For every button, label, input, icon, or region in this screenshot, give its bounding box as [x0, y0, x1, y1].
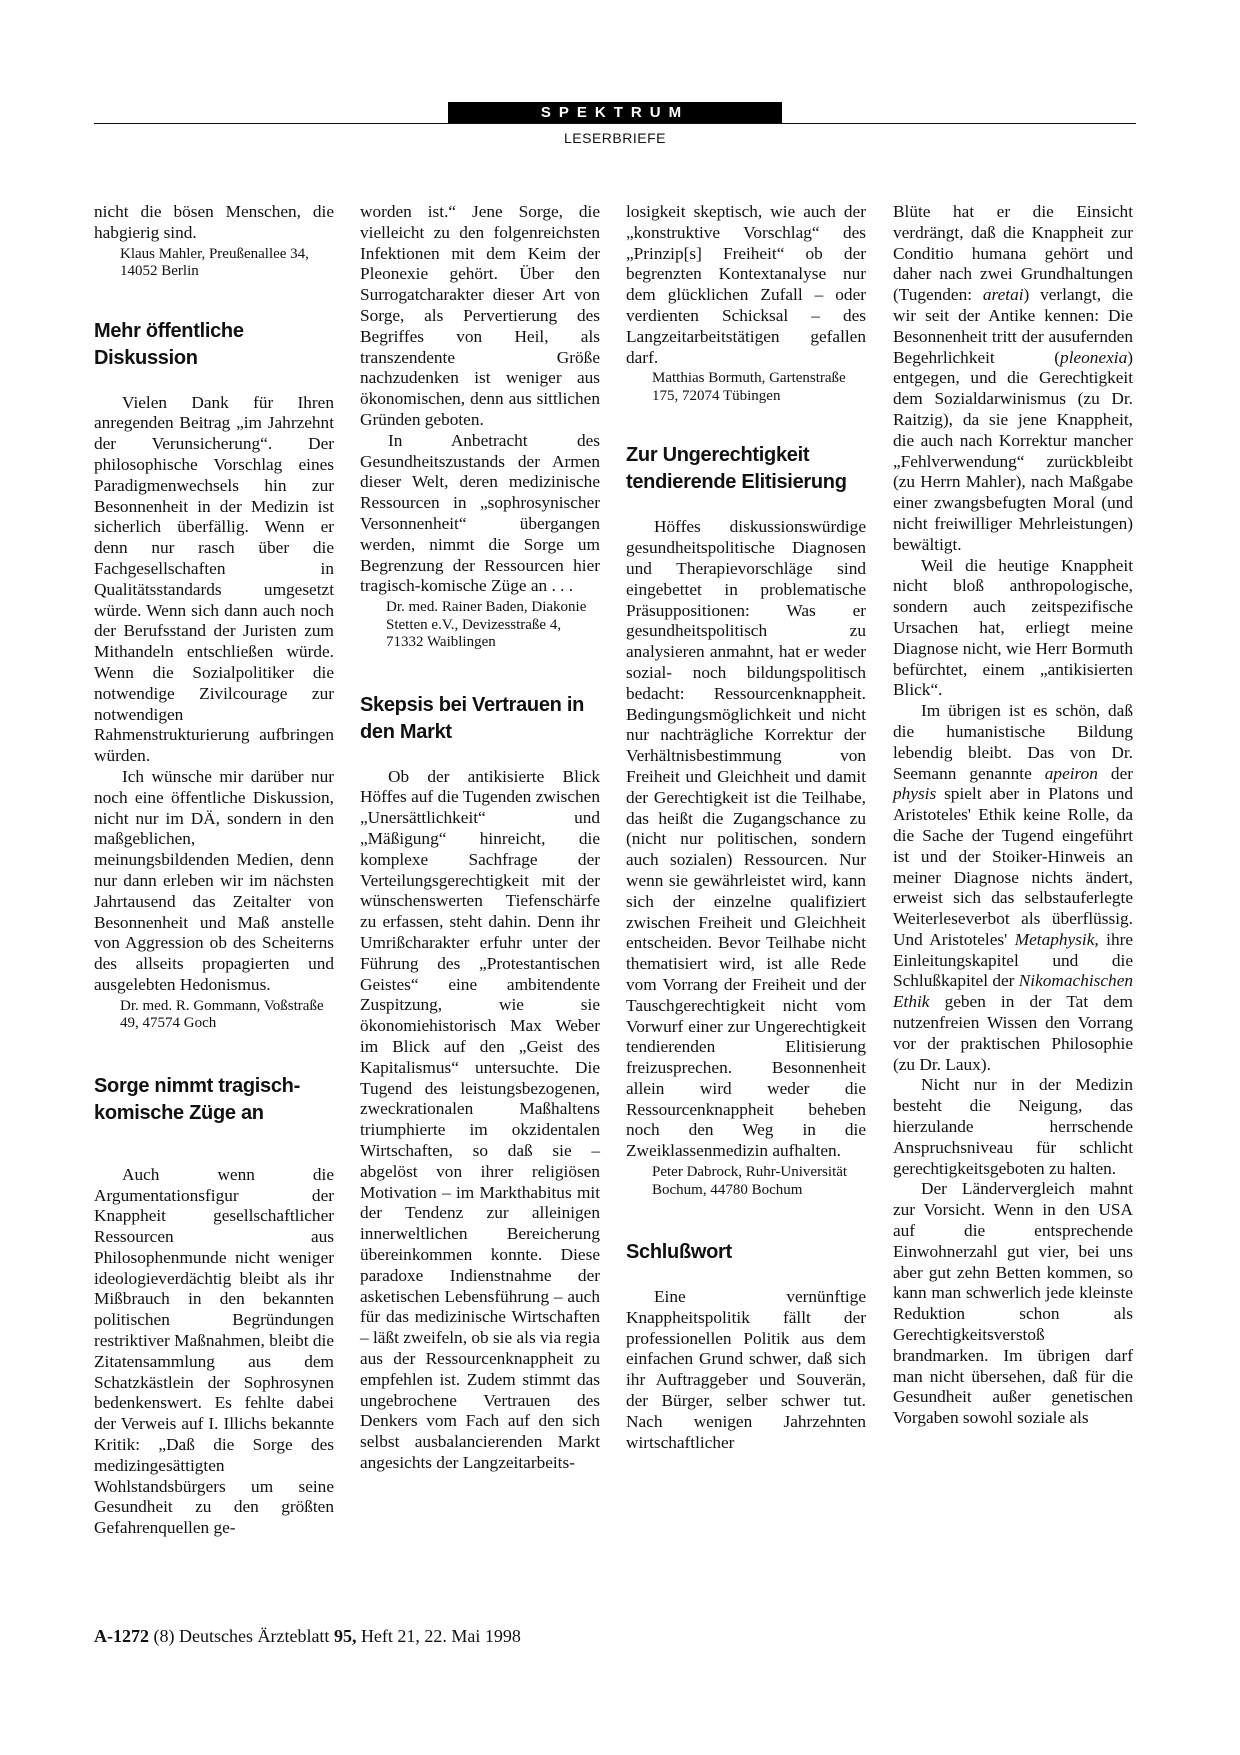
paragraph: Nicht nur in der Medizin besteht die Neigung, das hierzulande herrschende Anspruchsniveau für schlicht gerechtigkeitsgeboten zu halten. [893, 1075, 1133, 1178]
footer-volume: 95, [333, 1626, 357, 1646]
paragraph: Eine vernünftige Knappheitspolitik fällt der professionellen Politik aus dem einfachen Grund schwer, daß sich ihr Auftraggeber und Souverän, der Bürger, selber schwer tut. Nach wenigen Jahrzehnten wirtschaftlicher [626, 1287, 866, 1452]
letter-heading: Mehr öffentliche Diskussion [94, 319, 244, 369]
letter-signature: Dr. med. Rainer Baden, Diakonie Stetten e.V., Devizesstraße 4, 71332 Waiblingen [386, 599, 587, 651]
paragraph [893, 701, 1133, 1075]
column-1 [94, 202, 334, 1539]
paragraph: Weil die heutige Knappheit nicht bloß anthropologische, sondern auch zeitspezifische Ursachen hat, erliegt meine Diagnose nicht, wie Herr Bormuth befürchtet, einem „antikisierten Blick“. [893, 555, 1133, 700]
section-banner: SPEKTRUM [448, 102, 782, 123]
letter-heading: Skepsis bei Vertrauen in den Markt [360, 693, 585, 743]
paragraph: losigkeit skeptisch, wie auch der „konstruktive Vorschlag“ des „Prinzip[s] Freiheit“ ob der begrenzten Kontextanalyse nur dem glücklichen Zufall – oder verdienten Schicksal – des Langzeitarbeitstätigen gefallen darf. [626, 202, 866, 367]
paragraph: Ich wünsche mir darüber nur noch eine öffentliche Diskussion, nicht nur im DÄ, sondern in den maßgeblichen, meinungsbildenden Medien, denn nur dann erleben wir im nächsten Jahrtausend das Zeitalter von Besonnenheit und Maß anstelle von Aggression ob des Scheiterns des allseits propagierten und ausgelebten Hedonismus. [94, 766, 334, 994]
italic-term: physis [893, 784, 937, 804]
column-4 [893, 202, 1133, 1429]
column-3 [626, 202, 866, 1453]
letter-signature: Dr. med. R. Gommann, Voßstraße 49, 47574 Goch [120, 997, 324, 1032]
footer-issue: Heft 21, 22. Mai 1998 [356, 1626, 521, 1646]
text-run: ) entgegen, und die Gerechtigkeit dem Sozialdarwinismus (zu Dr. Raitzig), da sie jene Knappheit, die auch nach Korrektur mancher „Fehlverwendung“ zurückbleibt (zu Herrn Mahler), nach Maßgabe einer zwangsbefugten Moral (und nicht freiwilliger Mehrleistungen) bewältigt. [893, 347, 1133, 554]
paragraph: Auch wenn die Argumentationsfigur der Knappheit gesellschaftlicher Ressourcen aus Philosophenmunde nicht weniger ideologieverdächtig bleibt als ihr Mißbrauch in den bekannten politischen Begründungen restriktiver Maßnahmen, bleibt die Zitatensammlung aus dem Schatzkästlein der Sophrosynen bedenkenswert. Es fehlte dabei der Verweis auf I. Illichs bekannte Kritik: „Daß die Sorge des medizingesättigten Wohlstandsbürgers um seine Gesundheit zu den größten Gefahrenquellen ge- [94, 1164, 334, 1538]
header-rule [94, 123, 1136, 124]
text-run: geben in der Tat dem nutzenfreien Wissen den Vorrang vor der praktischen Philosophie (zu Dr. Laux). [893, 992, 1133, 1074]
text-run: ihre Einleitungskapitel und die Schlußkapitel der [893, 929, 1134, 991]
letter-signature: Matthias Bormuth, Gartenstraße 175, 72074 Tübingen [652, 370, 846, 404]
letter-signature: Peter Dabrock, Ruhr-Universität Bochum, 44780 Bochum [652, 1164, 848, 1198]
text-run: der [1097, 763, 1133, 783]
paragraph [893, 202, 1133, 556]
page-footer [94, 1626, 521, 1647]
italic-term: aretai [982, 285, 1024, 305]
italic-term: Nikomachischen Ethik [893, 971, 1133, 1012]
letter-heading: Sorge nimmt tragisch-komische Züge an [94, 1074, 300, 1124]
letter-signature: Klaus Mahler, Preußenallee 34, 14052 Berlin [120, 245, 309, 280]
paragraph: In Anbetracht des Gesundheitszustands der Armen dieser Welt, deren medizinische Ressourcen in „sophrosynischer Versonnenheit“ übergangen werden, nimmt die Sorge um Begrenzung der Ressourcen hier tragisch-komische Züge an . . . [360, 430, 600, 596]
text-run: Im übrigen ist es schön, daß die humanistische Bildung lebendig bleibt. Das von Dr. Seemann genannte [893, 701, 1133, 783]
text-run: ) verlangt, die wir seit der Antike kennen: Die Besonnenheit tritt der ausufernden Begehrlichkeit ( [893, 285, 1133, 367]
letter-heading: Schlußwort [626, 1241, 732, 1264]
paragraph: Vielen Dank für Ihren anregenden Beitrag „im Jahrzehnt der Verunsicherung“. Der philosophische Vorschlag eines Paradigmenwechsels hin zur Besonnenheit in der Medizin ist sicherlich überfällig. Wenn er denn nur rasch über die Fachgesellschaften in Qualitätsstandards umgesetzt würde. Wenn sich dann auch noch der Berufsstand der Juristen zum Mithandeln entschließen würde. Wenn die Sozialpolitiker die notwendige Zivilcourage zur notwendigen Rahmenstrukturierung aufbringen würden. [94, 392, 334, 766]
paragraph: worden ist.“ Jene Sorge, die vielleicht zu den folgenreichsten Infektionen mit dem Keim der Pleonexie gehört. Über den Surrogatcharakter dieser Art von Sorge, als Pervertierung des Begriffes von Heil, als transzendente Größe nachzudenken ist weniger aus ökonomischen, denn aus sittlichen Gründen geboten. [360, 202, 600, 429]
paragraph: Der Ländervergleich mahnt zur Vorsicht. Wenn in den USA auf die entsprechende Einwohnerzahl gut vier, bei uns aber gut zehn Betten kommen, so kann man schwerlich jede kleinste Reduktion schon als Gerechtigkeitsverstoß brandmarken. Im übrigen darf man nicht übersehen, daß für die Gesundheit außer genetischen Vorgaben sowohl soziale als [893, 1179, 1133, 1428]
page-number: A-1272 [94, 1626, 149, 1646]
paragraph: nicht die bösen Menschen, die habgierig sind. [94, 202, 334, 242]
italic-term: apeiron [1044, 763, 1098, 783]
column-2 [360, 202, 600, 1474]
paragraph: Höffes diskussionswürdige gesundheitspolitische Diagnosen und Therapievorschläge sind eingebettet in problematische Präsuppositionen: Was er gesundheitspolitisch zu analysieren anmahnt, hat er weder sozial- noch bildungspolitisch bedacht: Ressourcenknappheit. Bedingungsmöglichkeit und nicht nur nachträgliche Korrektur der Verhältnisbestimmung von Freiheit und Gleichheit und damit der Gerechtigkeit ist die Teilhabe, das heißt die Zugangschance zu (nicht nur politischen, sondern auch sozialen) Ressourcen. Nur wenn sie gewährleistet wird, kann sich der einzelne qualifiziert zwischen Freiheit und Gleichheit entscheiden. Bevor Teilhabe nicht thematisiert wird, ist alle Rede vom Vorrang der Freiheit und der Tauschgerechtigkeit nicht vom Vorwurf einer zur Ungerechtigkeit tendierenden Elitisierung freizusprechen. Besonnenheit allein wird weder die Ressourcenknappheit beheben noch den Weg in die Zweiklassenmedizin aufhalten. [626, 517, 866, 1161]
text-run: spielt aber in Platons und Aristoteles' Ethik keine Rolle, da die Sache der Tugend eingeführt ist und der Stoiker-Hinweis an meiner Diagnose nichts ändert, erweist sich das selbstauferlegte Weiterleseverbot als überflüssig. Und Aristoteles' [893, 784, 1133, 949]
text-run: Blüte hat er die Einsicht verdrängt, daß die Knappheit zur Conditio humana gehört und daher nach zwei Grundhaltungen (Tugenden: [893, 202, 1133, 305]
paragraph: Ob der antikisierte Blick Höffes auf die Tugenden zwischen „Unersättlichkeit“ und „Mäßigung“ hinreicht, die komplexe Sachfrage der Verteilungsgerechtigkeit mit der wünschenswerten Tiefenschärfe zu erfassen, steht dahin. Denn ihr Umrißcharakter erfuhr unter der Führung des „Protestantischen Geistes“ eine ambitendente Zuspitzung, wie sie ökonomiehistorisch Max Weber im Blick auf den „Geist des Kapitalismus“ untersuchte. Die Tugend des leistungsbezogenen, zweckrationalen Maßhaltens triumphierte im okzidentalen Wirtschaften, so daß sie – abgelöst von ihrer religiösen Motivation – im Markthabitus mit der Tendenz zur alleinigen innerweltlichen Bereicherung übereinkommen konnte. Diese paradoxe Indienstnahme der asketischen Lebensführung – auch für das medizinische Wirtschaften – läßt zweifeln, ob sie als via regia aus der Ressourcenknappheit zu empfehlen ist. Zudem stimmt das ungebrochene Vertrauen des Denkers vom Fach auf den sich selbst ausbalancierenden Markt angesichts der Langzeitarbeits- [360, 766, 600, 1472]
italic-term: pleonexia [1060, 347, 1128, 367]
italic-term: Metaphysik, [1014, 929, 1099, 949]
subsection-label: LESERBRIEFE [564, 130, 666, 146]
letter-heading: Zur Ungerechtigkeit tendierende Elitisierung [626, 444, 847, 494]
footer-text: (8) Deutsches Ärzteblatt [149, 1626, 334, 1646]
